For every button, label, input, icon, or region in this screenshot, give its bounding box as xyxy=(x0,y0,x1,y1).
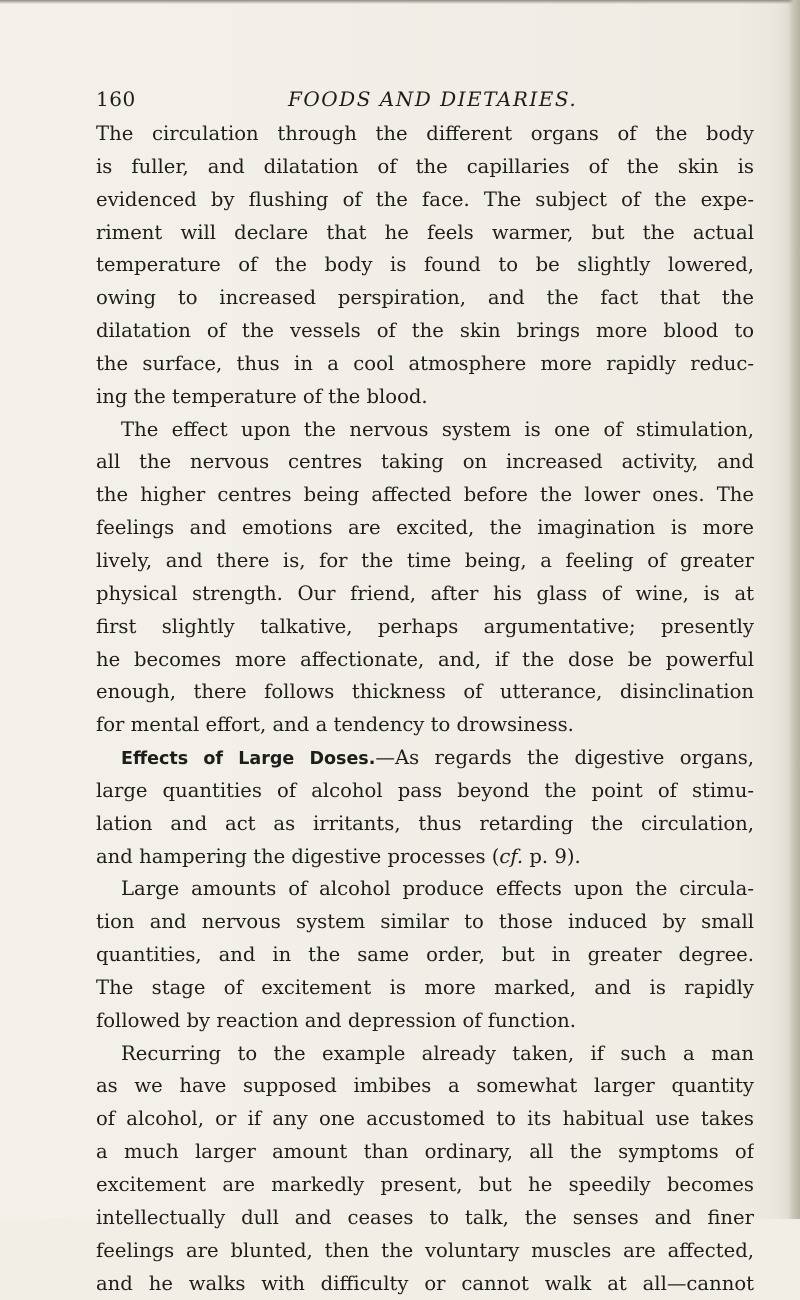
page-right-edge xyxy=(788,0,800,1219)
reference-post: p. 9). xyxy=(523,844,581,868)
text-line: feelings are blunted, then the voluntary muscles are affected, xyxy=(96,1238,754,1262)
text-line: as we have supposed imbibes a somewhat larger quantity xyxy=(96,1074,754,1098)
text-line: lation and act as irritants, thus retarding the circulation, xyxy=(96,811,754,835)
body-text xyxy=(96,118,754,1300)
text-line: The circulation through the different organs of the body xyxy=(96,122,754,145)
text-line: first slightly talkative, perhaps argumentative; presently xyxy=(96,614,754,638)
text-line: quantities, and in the same order, but in greater degree. xyxy=(96,943,754,967)
text-line: physical strength. Our friend, after his glass of wine, is at xyxy=(96,581,754,605)
text-line: the surface, thus in a cool atmosphere more rapidly reduc- xyxy=(96,351,754,375)
text-line: Large amounts of alcohol produce effects upon the circula- xyxy=(121,877,754,901)
text-line: lively, and there is, for the time being, a feeling of greater xyxy=(96,548,754,572)
text-line: evidenced by flushing of the face. The subject of the expe- xyxy=(96,187,754,211)
text-line: he becomes more affectionate, and, if the dose be powerful xyxy=(96,647,754,671)
text-line: a much larger amount than ordinary, all the symptoms of xyxy=(96,1140,754,1164)
text-line: large quantities of alcohol pass beyond the point of stimu- xyxy=(96,778,754,802)
text-line: followed by reaction and depression of function. xyxy=(96,1008,577,1032)
text-line: The stage of excitement is more marked, and is rapidly xyxy=(96,975,754,999)
heading-line-text: —As regards the digestive organs, xyxy=(375,746,754,770)
text-line: temperature of the body is found to be slightly lowered, xyxy=(96,253,754,277)
section-heading-line xyxy=(96,742,754,775)
text-line: excitement are markedly present, but he speedily becomes xyxy=(96,1173,754,1196)
text-line: tion and nervous system similar to those induced by small xyxy=(96,910,754,934)
text-line: Recurring to the example already taken, if such a man xyxy=(121,1041,754,1065)
run-in-heading: Effects of Large Doses. xyxy=(121,749,376,770)
text-line: for mental effort, and a tendency to drowsiness. xyxy=(96,713,574,737)
text-line: owing to increased perspiration, and the fact that the xyxy=(96,286,754,310)
text-line: feelings and emotions are excited, the imagination is more xyxy=(96,516,754,540)
text-line: is fuller, and dilatation of the capillaries of the skin is xyxy=(96,154,754,178)
reference-pre: and hampering the digestive processes ( xyxy=(96,844,500,868)
text-line: The effect upon the nervous system is one of stimulation, xyxy=(121,417,754,441)
page-header xyxy=(96,87,756,115)
text-line: the higher centres being affected before the lower ones. The xyxy=(96,483,754,507)
text-line-with-reference xyxy=(96,841,754,874)
text-line: dilatation of the vessels of the skin brings more blood to xyxy=(96,319,754,343)
text-line: all the nervous centres taking on increased activity, and xyxy=(96,450,754,474)
text-line: ing the temperature of the blood. xyxy=(96,384,428,408)
text-line: and he walks with difficulty or cannot walk at all—cannot xyxy=(96,1271,754,1295)
text-line: enough, there follows thickness of utterance, disinclination xyxy=(96,680,754,704)
page-number: 160 xyxy=(96,87,136,111)
text-line: riment will declare that he feels warmer, but the actual xyxy=(96,220,754,244)
running-head: FOODS AND DIETARIES. xyxy=(288,87,578,111)
text-line: intellectually dull and ceases to talk, the senses and finer xyxy=(96,1205,754,1229)
reference-cf: cf. xyxy=(499,844,524,868)
text-line: of alcohol, or if any one accustomed to its habitual use takes xyxy=(96,1107,754,1131)
page-top-edge xyxy=(0,0,800,4)
